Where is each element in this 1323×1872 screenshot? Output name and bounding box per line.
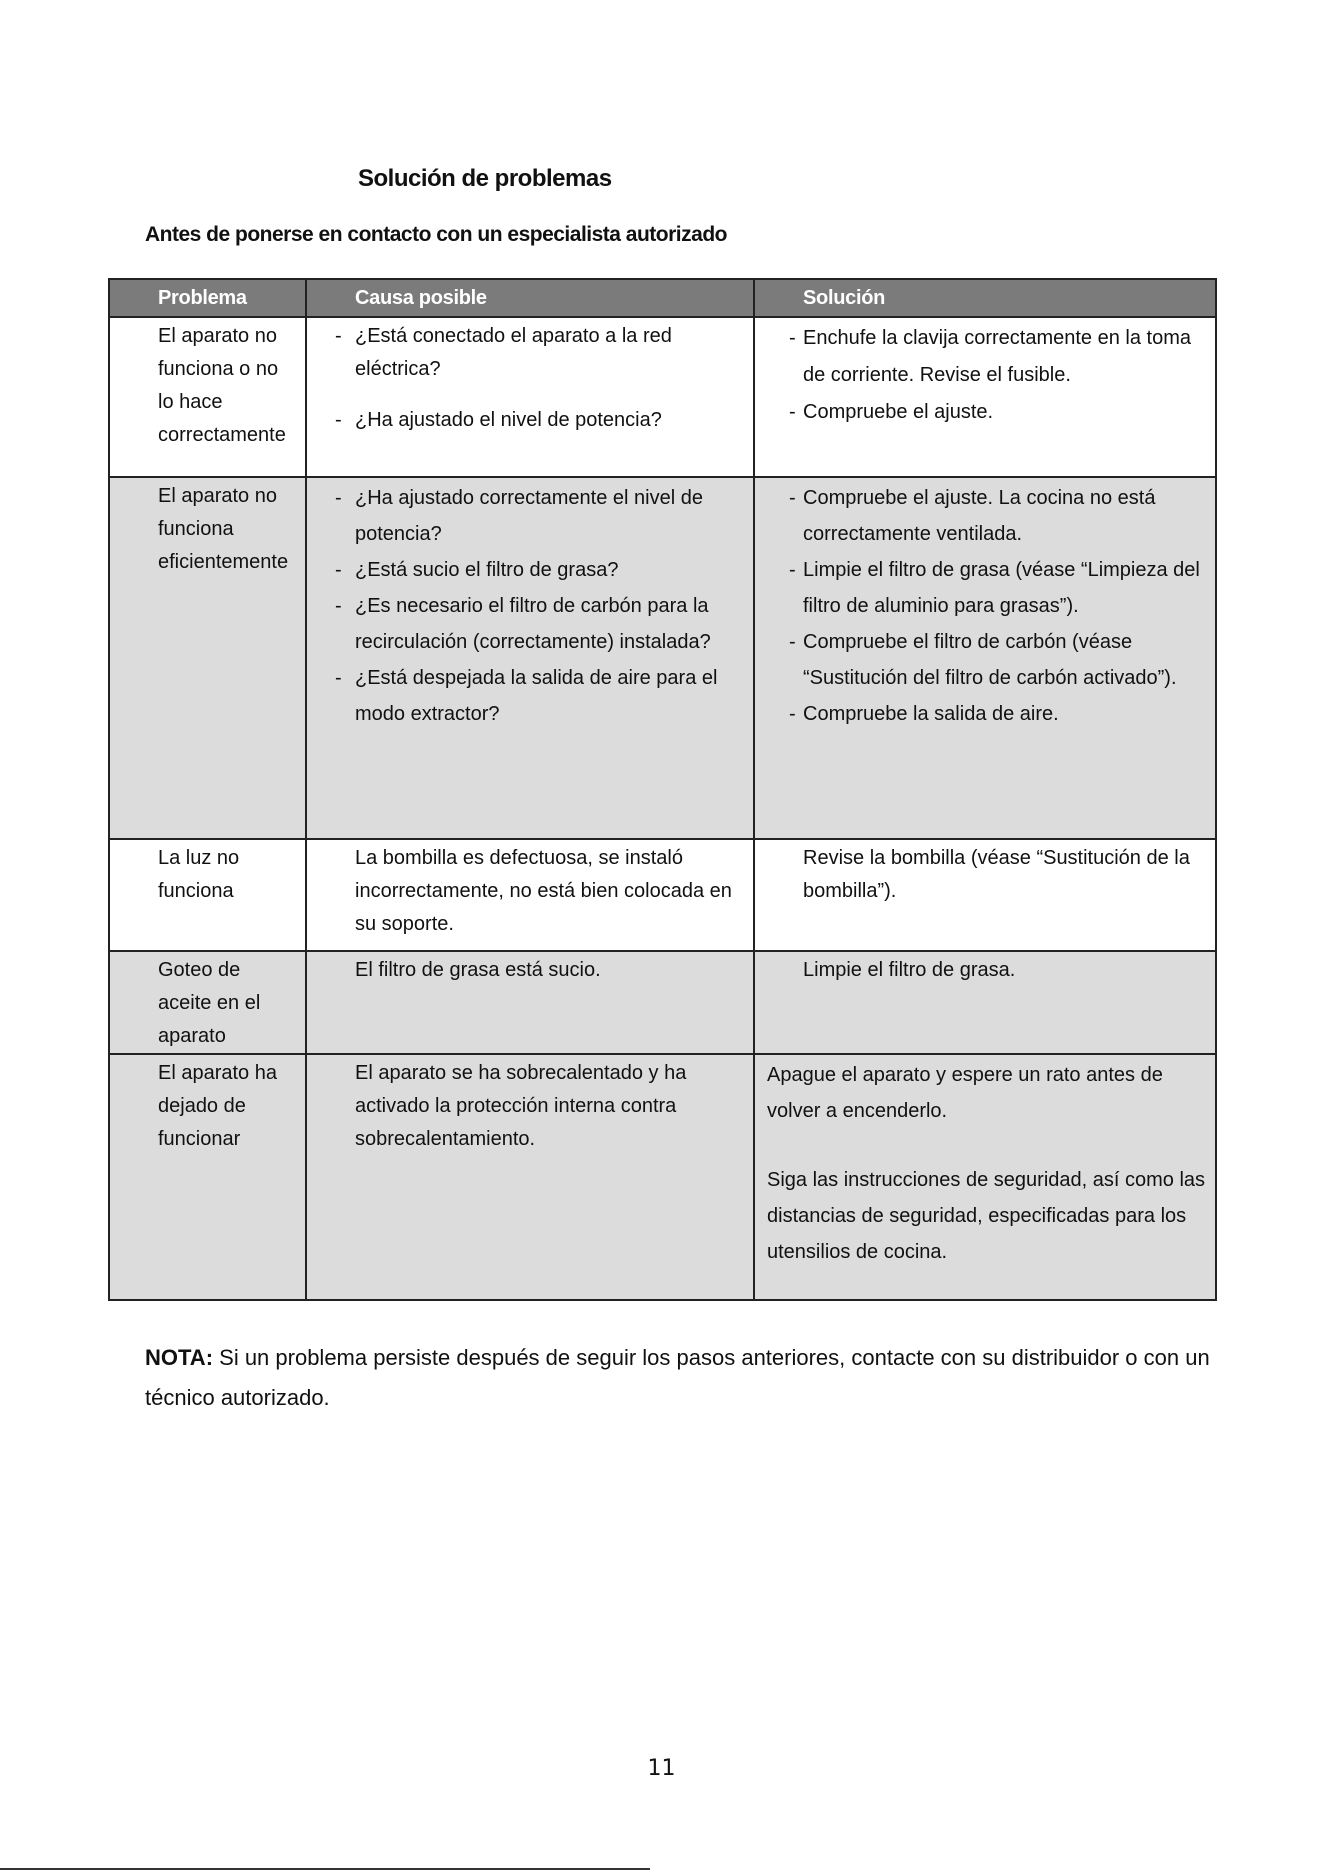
solution-item: - Enchufe la clavija correctamente en la toma de corriente. Revise el fusible. (803, 320, 1205, 394)
solution-item: - Compruebe el ajuste. La cocina no está correctamente ventilada. (803, 480, 1205, 552)
cause-text: La bombilla es defectuosa, se instaló incorrectamente, no está bien colocada en su soporte. (355, 847, 732, 935)
page-number: 11 (647, 1756, 676, 1781)
cause-cell (306, 477, 754, 839)
solution-item: - Compruebe el filtro de carbón (véase “Sustitución del filtro de carbón activado”). (803, 624, 1205, 696)
problem-cell (109, 477, 306, 839)
solution-text: Revise la bombilla (véase “Sustitución de la bombilla”). (803, 847, 1190, 902)
table-row (109, 951, 1216, 1054)
section-subtitle: Antes de ponerse en contacto con un especialista autorizado (145, 223, 727, 246)
solution-cell (754, 839, 1216, 951)
cause-item: - ¿Está conectado el aparato a la red eléctrica? (355, 320, 743, 386)
page-title: Solución de problemas (358, 165, 612, 192)
cause-item: - ¿Está sucio el filtro de grasa? (355, 552, 743, 588)
cause-text: El filtro de grasa está sucio. (355, 959, 601, 981)
note-text: Si un problema persiste después de seguir los pasos anteriores, contacte con su distribuidor o con un técnico autorizado. (145, 1345, 1210, 1410)
header-problem: Problema (109, 279, 306, 317)
table-header-row (109, 279, 1216, 317)
problem-text: El aparato no funciona o no lo hace correctamente (158, 325, 286, 446)
solution-cell (754, 1054, 1216, 1300)
table-row (109, 317, 1216, 477)
problem-text: El aparato no funciona eficientemente (158, 485, 289, 573)
problem-text: La luz no funciona (158, 847, 240, 902)
header-solution: Solución (754, 279, 1216, 317)
cause-cell (306, 1054, 754, 1300)
cause-item: - ¿Está despejada la salida de aire para el modo extractor? (355, 660, 743, 732)
problem-cell (109, 839, 306, 951)
solution-cell (754, 951, 1216, 1054)
cause-item: - ¿Es necesario el filtro de carbón para la recirculación (correctamente) instalada? (355, 588, 743, 660)
solution-item: - Compruebe el ajuste. (803, 394, 1205, 431)
solution-text: Limpie el filtro de grasa. (803, 959, 1016, 981)
cause-text: El aparato se ha sobrecalentado y ha activado la protección interna contra sobrecalentamiento. (355, 1062, 687, 1150)
solution-cell (754, 317, 1216, 477)
cause-cell (306, 839, 754, 951)
note-paragraph (145, 1338, 1235, 1418)
header-cause: Causa posible (306, 279, 754, 317)
solution-item: - Limpie el filtro de grasa (véase “Limpieza del filtro de aluminio para grasas”). (803, 552, 1205, 624)
cause-item: - ¿Ha ajustado correctamente el nivel de potencia? (355, 480, 743, 552)
table-row (109, 839, 1216, 951)
table-row (109, 477, 1216, 839)
solution-paragraph: Siga las instrucciones de seguridad, así como las distancias de seguridad, especificadas para los utensilios de cocina. (767, 1169, 1206, 1263)
problem-cell (109, 1054, 306, 1300)
problem-text: El aparato ha dejado de funcionar (158, 1062, 277, 1150)
cause-cell (306, 317, 754, 477)
problem-text: Goteo de aceite en el aparato (158, 959, 261, 1047)
cause-item: - ¿Ha ajustado el nivel de potencia? (355, 404, 743, 437)
note-label: NOTA: (145, 1345, 214, 1370)
solution-item: - Compruebe la salida de aire. (803, 696, 1205, 732)
solution-paragraph: Apague el aparato y espere un rato antes de volver a encenderlo. (767, 1064, 1163, 1122)
problem-cell (109, 951, 306, 1054)
solution-cell (754, 477, 1216, 839)
cause-cell (306, 951, 754, 1054)
footer-divider (0, 1868, 650, 1870)
troubleshooting-table (108, 278, 1217, 1301)
problem-cell (109, 317, 306, 477)
table-row (109, 1054, 1216, 1300)
